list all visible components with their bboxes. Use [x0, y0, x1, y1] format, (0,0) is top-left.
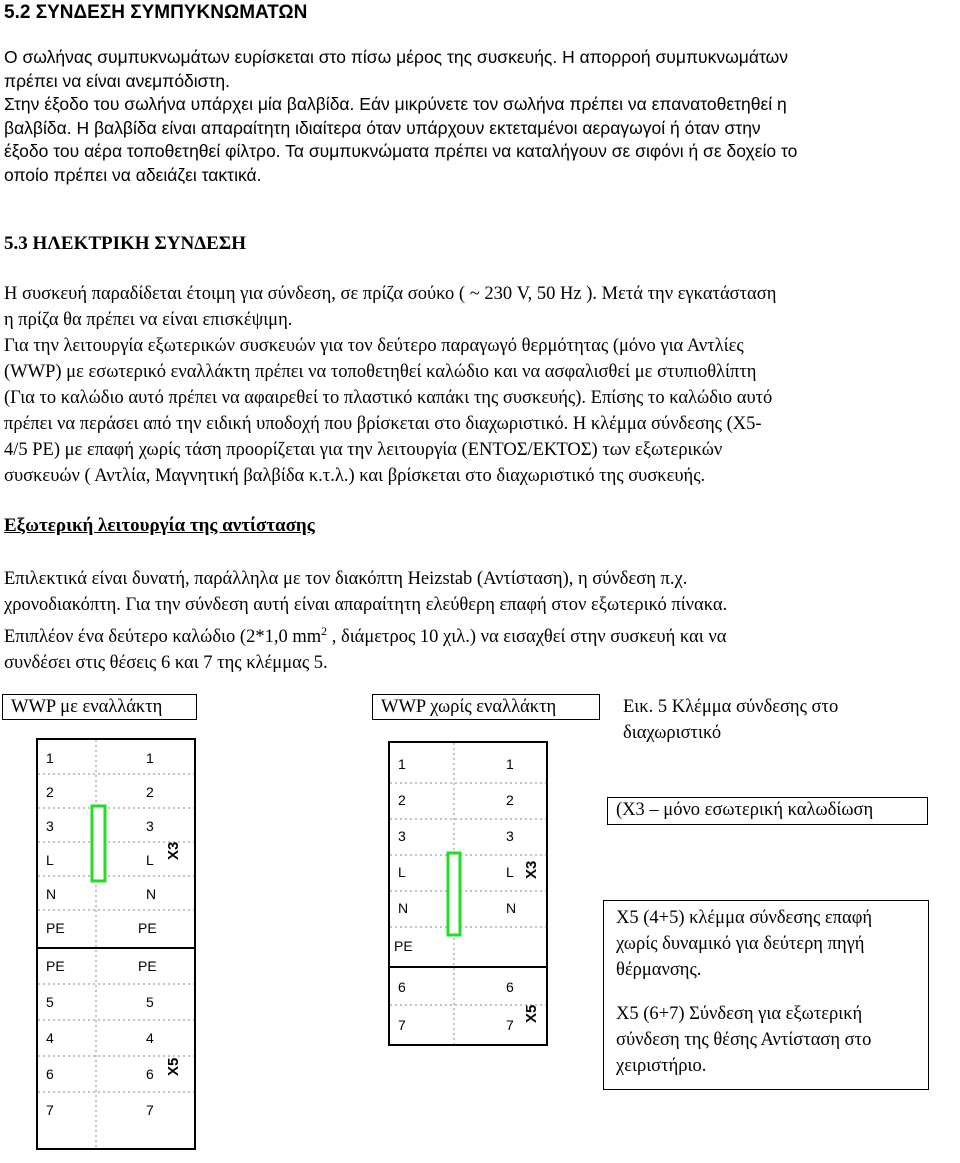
paragraph-line: έξοδο του αέρα τοποθετηθεί φίλτρο. Τα συμπυκνώματα πρέπει να καταλήγουν σε σιφόνι ή σε δοχείο το [4, 141, 798, 161]
section-5-2-title: 5.2 ΣΥΝΔΕΣΗ ΣΥΜΠΥΚΝΩΜΑΤΩΝ [4, 2, 308, 23]
diagram-frame [37, 739, 195, 1149]
text-part: Επιπλέον ένα δεύτερο καλώδιο (2*1,0 mm [4, 627, 322, 648]
paragraph-line: 4/5 PE) με επαφή χωρίς τάση προορίζεται για την λειτουργία (ΕΝΤΟΣ/ΕΚΤΟΣ) των εξωτερικών [4, 440, 723, 460]
x5-block-label: X5 [165, 1057, 182, 1076]
text-part: , διάμετρος 10 χιλ.) να εισαχθεί στην συσκευή και να [327, 627, 727, 648]
paragraph-line: οποίο πρέπει να αδειάζει τακτικά. [4, 164, 262, 185]
x5-terminal-rows [398, 979, 514, 1033]
x3-block-label: X3 [165, 841, 182, 860]
terminal-label-right: 6 [506, 979, 514, 995]
terminal-label-left: 6 [398, 979, 406, 995]
paragraph-line [4, 618, 959, 650]
terminal-label-left: L [46, 852, 54, 868]
heater-section-body [4, 566, 959, 676]
paragraph-line: (WWP) με εσωτερικό εναλλάκτη πρέπει να τοποθετηθεί καλώδιο και να ασφαλισθεί με στυπιοθλίπτη [4, 362, 757, 382]
note-line: Χ5 (6+7) Σύνδεση για εξωτερική [616, 1004, 863, 1024]
paragraph-line: Στην έξοδο του σωλήνα υπάρχει μία βαλβίδα. Εάν μικρύνετε τον σωλήνα πρέπει να επανατοθετηθεί η [4, 94, 787, 114]
terminal-label-left: 4 [46, 1030, 54, 1046]
section-5-2-body [4, 46, 954, 187]
terminal-label-right: 7 [506, 1017, 514, 1033]
terminal-label-right: L [506, 864, 514, 880]
figure-caption [623, 694, 838, 746]
diagram-frame [389, 742, 547, 1045]
terminal-label-left: 7 [46, 1102, 54, 1118]
wwp-with-exchanger-label: WWP με εναλλάκτη [2, 694, 197, 720]
section-5-3-body [4, 281, 959, 489]
terminal-label-right: 6 [146, 1066, 154, 1082]
terminal-label-right: PE [138, 920, 157, 936]
x3-note: (Χ3 – μόνο εσωτερική καλωδίωση [607, 797, 928, 825]
terminal-label-right: L [146, 852, 154, 868]
terminal-label-right: N [146, 886, 157, 902]
terminal-label-left: 3 [398, 828, 406, 844]
note-line: σύνδεση της θέσης Αντίσταση στο [616, 1030, 872, 1050]
terminal-label-right: 3 [146, 818, 154, 834]
terminal-label-right: 7 [146, 1102, 154, 1118]
paragraph-line: συσκευών ( Αντλία, Μαγνητική βαλβίδα κ.τ.λ.) και βρίσκεται στο διαχωριστικό της συσκευής. [4, 466, 706, 486]
terminal-label-right: 5 [146, 994, 154, 1010]
x5-notes-box [603, 900, 929, 1090]
terminal-label-left: L [398, 864, 406, 880]
terminal-label-left: N [46, 886, 57, 902]
terminal-label-right: 4 [146, 1030, 154, 1046]
note-line: θέρμανσης. [616, 960, 702, 980]
terminal-label-right: 1 [506, 756, 514, 772]
paragraph-line: πρέπει να είναι ανεμπόδιστη. [4, 70, 230, 91]
section-5-3-title: 5.3 ΗΛΕΚΤΡΙΚΗ ΣΥΝΔΕΣΗ [4, 233, 246, 254]
terminal-label-left: 2 [398, 792, 406, 808]
heater-section-title: Εξωτερική λειτουργία της αντίστασης [4, 515, 315, 536]
wwp-without-exchanger-label: WWP χωρίς εναλλάκτη [372, 694, 600, 720]
terminal-label-left: 2 [46, 784, 54, 800]
paragraph-line: χρονοδιακόπτη. Για την σύνδεση αυτή είναι απαραίτητη ελεύθερη επαφή στον εξωτερικό πίνακα. [4, 595, 728, 615]
caption-line: Εικ. 5 Κλέμμα σύνδεσης στο [623, 697, 839, 717]
note-spacer [616, 983, 916, 1001]
terminal-label-left: 3 [46, 818, 54, 834]
paragraph-line: συνδέσει στις θέσεις 6 και 7 της κλέμμας 5. [4, 653, 328, 674]
paragraph-line: Επιλεκτικά είναι δυνατή, παράλληλα με τον διακόπτη Heizstab (Αντίσταση), η σύνδεση π.χ. [4, 569, 688, 589]
paragraph-line: βαλβίδα. Η βαλβίδα είναι απαραίτητη ιδιαίτερα όταν υπάρχουν εκτεταμένοι αεραγωγοί ή όταν στην [4, 117, 761, 138]
paragraph-line: Για την λειτουργία εξωτερικών συσκευών για τον δεύτερο παραγωγό θερμότητας (μόνο για Αντλίες [4, 336, 744, 356]
note-line: χωρίς δυναμικό για δεύτερη πηγή [616, 934, 865, 954]
terminal-label-right: N [506, 900, 517, 916]
jumper-bridge [448, 853, 460, 935]
x3-block-label: X3 [523, 860, 540, 879]
x5-block-label: X5 [523, 1004, 540, 1023]
terminal-label-left: PE [394, 938, 413, 954]
terminal-diagram-without-exchanger [388, 741, 548, 1046]
caption-line: διαχωριστικό [623, 723, 722, 743]
note-line: Χ5 (4+5) κλέμμα σύνδεσης επαφή [616, 908, 873, 928]
terminal-label-left: N [398, 900, 409, 916]
superscript: 2 [321, 624, 328, 638]
paragraph-line: Η συσκευή παραδίδεται έτοιμη για σύνδεση, σε πρίζα σούκο ( ~ 230 V, 50 Hz ). Μετά την εγκατάσταση [4, 284, 777, 304]
terminal-label-right: PE [138, 958, 157, 974]
jumper-bridge [92, 806, 105, 881]
terminal-label-left: 1 [46, 750, 54, 766]
x3-row-dividers [390, 783, 546, 927]
terminal-label-left: 6 [46, 1066, 54, 1082]
note-line: χειριστήριο. [616, 1056, 707, 1076]
x5-terminal-rows [46, 958, 157, 1118]
paragraph-line: Ο σωλήνας συμπυκνωμάτων ευρίσκεται στο πίσω μέρος της συσκευής. Η απορροή συμπυκνωμάτων [4, 47, 789, 67]
terminal-label-left: 5 [46, 994, 54, 1010]
paragraph-line: (Για το καλώδιο αυτό πρέπει να αφαιρεθεί το πλαστικό καπάκι της συσκευής). Επίσης το καλώδιο αυτό [4, 388, 773, 408]
terminal-diagram-with-exchanger [36, 738, 196, 1150]
terminal-label-right: 3 [506, 828, 514, 844]
terminal-label-left: PE [46, 920, 65, 936]
terminal-label-right: 2 [506, 792, 514, 808]
paragraph-line: πρέπει να περάσει από την ειδική υποδοχή που βρίσκεται στο διαχωριστικό. Η κλέμμα σύνδεσης (Χ5- [4, 414, 762, 434]
terminal-label-left: 1 [398, 756, 406, 772]
terminal-label-left: 7 [398, 1017, 406, 1033]
paragraph-line: η πρίζα θα πρέπει να είναι επισκέψιμη. [4, 310, 293, 330]
terminal-label-right: 1 [146, 750, 154, 766]
terminal-label-left: PE [46, 958, 65, 974]
terminal-label-right: 2 [146, 784, 154, 800]
